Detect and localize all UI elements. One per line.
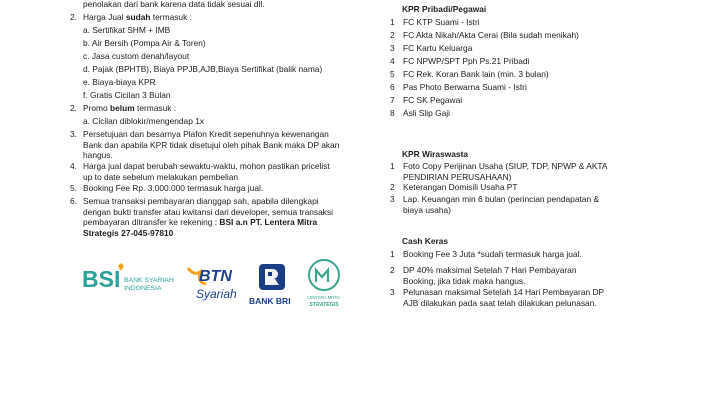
item-2-bold: sudah: [125, 12, 151, 22]
item-2b-bold: belum: [110, 103, 135, 113]
pribadi-item-5-num: 5: [390, 69, 395, 79]
wiraswasta-item-1-line-2: PENDIRIAN PERUSAHAAN): [403, 171, 512, 182]
item-4-line-2: up to date sebelum melakukan pembelian: [83, 171, 239, 182]
kpr-wiraswasta-title: KPR Wiraswasta: [402, 149, 469, 159]
pribadi-item-7-num: 7: [390, 95, 395, 105]
pribadi-item-3-text: FC Kartu Keluarga: [403, 43, 473, 53]
item-6-line-3-text: pembayaran ditransfer ke rekening :: [83, 217, 220, 227]
wiraswasta-item-1-num: 1: [390, 161, 395, 171]
cash-item-1-num: 1: [390, 249, 395, 259]
bri-logo-label: BANK BRI: [249, 296, 291, 306]
lentera-logo-line2: STRATEGIS: [309, 302, 339, 308]
item-2-number: 2.: [70, 12, 77, 22]
pribadi-item-8-text: Asli Slip Gaji: [403, 108, 451, 118]
cash-item-2-num: 2: [390, 265, 395, 275]
item-3-number: 3.: [70, 129, 77, 139]
item-3-line-2: Bank dan apabila KPR tidak disetujui oleh pihak Bank maka DP akan: [83, 139, 340, 150]
item-6-number: 6.: [70, 196, 77, 206]
item-2-sub-e-text: e. Biaya-biaya KPR: [83, 77, 156, 87]
pribadi-item-2-num: 2: [390, 30, 395, 40]
wiraswasta-item-3-num: 3: [390, 194, 395, 204]
cash-item-2-line-2: Booking, jika tidak maka hangus.: [403, 275, 526, 286]
wiraswasta-item-2-text: Keterangan Domisili Usaha PT: [403, 182, 518, 192]
item-2-suffix: termasuk :: [150, 12, 192, 22]
wiraswasta-item-2-num: 2: [390, 182, 395, 192]
item-6-line-2: dengan bukti transfer atau kwitansi dari developer, semua transaksi: [83, 206, 333, 217]
pribadi-item-1-text: FC KTP Suami - Istri: [403, 17, 480, 27]
item-3-line-1: Persetujuan dan besarnya Plafon Kredit sepenuhnya kewenangan: [83, 129, 329, 139]
pribadi-item-1-num: 1: [390, 17, 395, 27]
kpr-pribadi-title: KPR Pribadi/Pegawai: [402, 4, 487, 14]
pribadi-item-3-num: 3: [390, 43, 395, 53]
item-2-sub-b-text: b. Air Bersih (Pompa Air & Toren): [83, 38, 206, 48]
item-2b-suffix: termasuk :: [134, 103, 177, 113]
wiraswasta-item-3-line-2: biaya usaha): [403, 204, 451, 215]
bsi-logo-line2: INDONESIA: [124, 285, 162, 292]
cash-item-3-line-1: Pelunasan maksimal Setelah 14 Hari Pembayaran DP: [403, 287, 605, 297]
pribadi-item-6-num: 6: [390, 82, 395, 92]
item-2-sub-c-text: c. Jasa custom denah/layout: [83, 51, 190, 61]
pribadi-item-8-num: 8: [390, 108, 395, 118]
pribadi-item-6-text: Pas Photo Berwarna Suami - Istri: [403, 82, 527, 92]
btn-logo-script: Syariah: [196, 287, 237, 301]
item-6-line-3: [83, 217, 317, 228]
item-2-sub-a-text: a. Sertifikat SHM + IMB: [83, 25, 171, 35]
pribadi-item-7-text: FC SK Pegawai: [403, 95, 463, 105]
item-6-account-number: Strategis 27-045-97810: [83, 227, 174, 238]
bsi-logo: [82, 262, 180, 296]
btn-syariah-logo: [186, 262, 238, 304]
cash-keras-title: Cash Keras: [402, 236, 449, 246]
wiraswasta-item-3-line-1: Lap. Keuangan min 6 bulan (perincian pendapatan &: [403, 194, 600, 204]
item-2-sub-d-text: d. Pajak (BPHTB), Biaya PPJB,AJB,Biaya Sertifikat (balik nama): [83, 64, 323, 74]
pribadi-item-4-num: 4: [390, 56, 395, 66]
item-2-prefix: Harga Jual: [83, 12, 126, 22]
item-2b-text: [83, 103, 176, 114]
item-6-line-4: [83, 228, 173, 239]
lentera-logo-line1: LENTERA MITRA: [307, 295, 341, 300]
item-2-sub-f-text: f. Gratis Cicilan 3 Bulan: [83, 90, 171, 100]
bank-bri-logo: [248, 263, 296, 311]
pribadi-item-4-text: FC NPWP/SPT Pph Ps.21 Pribadi: [403, 56, 530, 66]
item-2b-number: 2.: [70, 103, 77, 113]
cash-item-3-line-2: AJB dilakukan pada saat telah dilakukan pelunasan.: [403, 297, 597, 308]
item-3-line-3: hangus.: [83, 150, 113, 160]
btn-logo-mark: BTN: [199, 268, 232, 285]
item-2b-prefix: Promo: [83, 103, 110, 113]
item-2b-sub-a-text: a. Cicilan diblokir/mengendap 1x: [83, 116, 205, 126]
cash-item-2-line-1: DP 40% maksimal Setelah 7 Hari Pembayaran: [403, 265, 577, 275]
bsi-logo-line1: BANK SYARIAH: [124, 277, 174, 284]
pribadi-item-2-text: FC Akta Nikah/Akta Cerai (Bila sudah menikah): [403, 30, 579, 40]
item-2-text: [83, 12, 192, 23]
cash-item-1-text: Booking Fee 3 Juta *sudah termasuk harga jual.: [403, 249, 582, 259]
cash-item-3-num: 3: [390, 287, 395, 297]
pribadi-item-5-text: FC Rek. Koran Bank lain (min. 3 bulan): [403, 69, 549, 79]
bsi-logo-mark: BSI: [82, 266, 121, 292]
item-6-line-1: Semua transaksi pembayaran dianggap sah, apabila dilengkapi: [83, 196, 319, 206]
item-4-number: 4.: [70, 161, 77, 171]
item-5-text: Booking Fee Rp. 3.000.000 termasuk harga jual.: [83, 183, 264, 193]
item-5-number: 5.: [70, 183, 77, 193]
lentera-mitra-logo: [302, 258, 354, 312]
item-4-line-1: Harga jual dapat berubah sewaktu-waktu, mohon pastikan pricelist: [83, 161, 330, 171]
wiraswasta-item-1-line-1: Foto Copy Perijinan Usaha (SIUP, TDP, NPWP & AKTA: [403, 161, 608, 171]
item-6-account-name: BSI a.n PT. Lentera Mitra: [219, 217, 318, 227]
lentera-m-icon: [316, 270, 328, 282]
top-fragment-text: penolakan dari bank karena data tidak sesuai dll.: [83, 0, 265, 9]
